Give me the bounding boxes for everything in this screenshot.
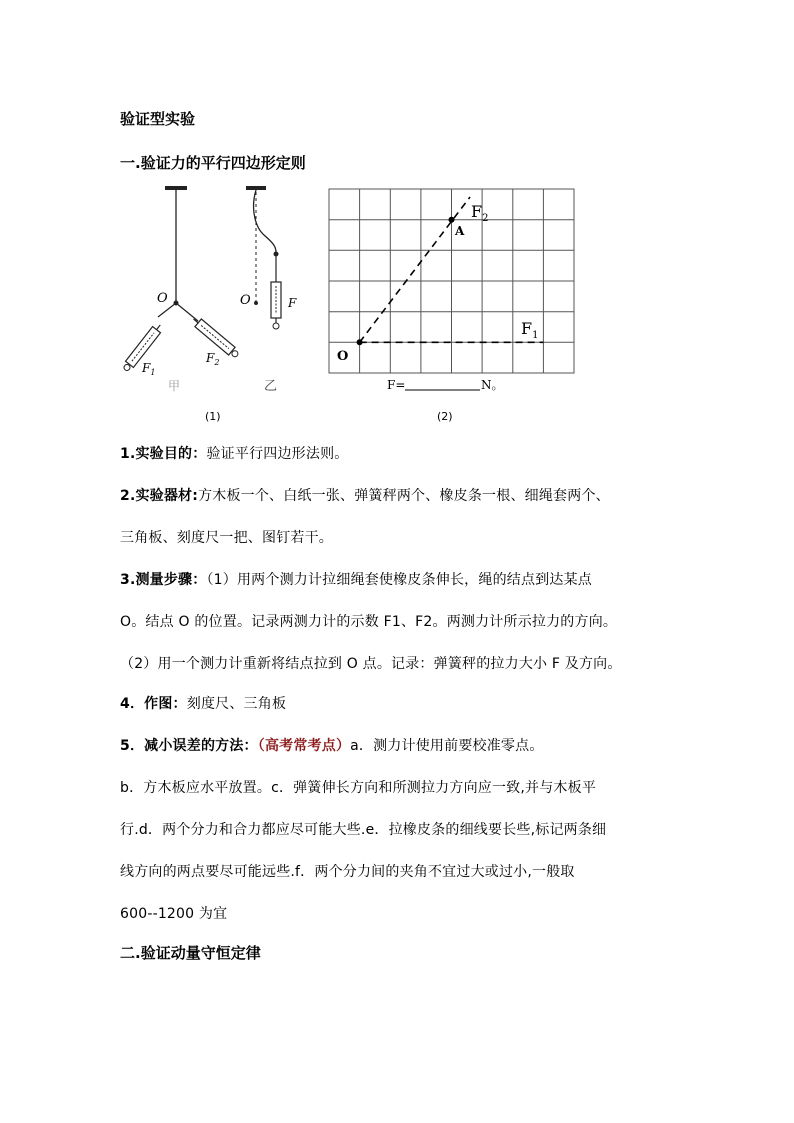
error-label: 5．减小误差的方法： bbox=[120, 738, 258, 754]
label-f2-grid: $F_2$ bbox=[471, 202, 489, 224]
origin-point bbox=[357, 339, 363, 345]
figure-1-apparatus bbox=[110, 180, 310, 395]
paragraph-purpose bbox=[120, 443, 348, 463]
error-line-2: b．方木板应水平放置。c．弹簧伸长方向和所测拉力方向应一致,并与木板平 bbox=[120, 780, 597, 796]
error-text: a．测力计使用前要校准零点。 bbox=[350, 738, 544, 754]
label-yi: 乙 bbox=[264, 379, 278, 394]
page-heading: 验证型实验 bbox=[120, 110, 196, 128]
section-title-momentum: 二.验证动量守恒定律 bbox=[120, 944, 261, 962]
figure-2-grid bbox=[325, 185, 580, 400]
point-o-yi bbox=[254, 301, 258, 305]
grid-lines bbox=[329, 189, 574, 373]
steps-line-2: O。结点 O 的位置。记录两测力计的示数 F1、F2。两测力计所示拉力的方向。 bbox=[120, 614, 618, 630]
error-line-5: 600--1200 为宜 bbox=[120, 906, 228, 922]
paragraph-drawing bbox=[120, 693, 286, 713]
paragraph-steps bbox=[120, 569, 592, 589]
equipment-text: 方木板一个、白纸一张、弹簧秤两个、橡皮条一根、细绳套两个、 bbox=[198, 488, 610, 504]
spring-scale-yi bbox=[271, 282, 281, 329]
equipment-line-2: 三角板、刻度尺一把、图钉若干。 bbox=[120, 530, 333, 546]
knot-point-yi bbox=[274, 252, 279, 257]
ceiling-mount-jia bbox=[165, 186, 187, 190]
purpose-text: 验证平行四边形法则。 bbox=[206, 446, 349, 462]
error-line-3: 行.d．两个分力和合力都应尽可能大些.e．拉橡皮条的细线要长些,标记两条细 bbox=[120, 822, 607, 838]
label-o-grid: O bbox=[337, 349, 349, 364]
rubber-band-yi bbox=[254, 190, 276, 252]
label-f1-grid: $F_1$ bbox=[521, 319, 539, 341]
steps-text: （1）用两个测力计拉细绳套使橡皮条伸长，绳的结点到达某点 bbox=[206, 572, 592, 588]
steps-line-3: （2）用一个测力计重新将结点拉到 O 点。记录：弹簧秤的拉力大小 F 及方向。 bbox=[120, 656, 622, 672]
exam-highlight: （高考常考点） bbox=[257, 738, 351, 754]
error-line-4: 线方向的两点要尽可能远些.f．两个分力间的夹角不宜过大或过小,一般取 bbox=[120, 864, 575, 880]
spring-scale-right bbox=[190, 315, 240, 359]
point-a bbox=[449, 217, 455, 223]
label-o-jia: O bbox=[157, 291, 168, 306]
purpose-label: 1.实验目的： bbox=[120, 446, 207, 462]
ceiling-mount-yi bbox=[246, 186, 266, 190]
label-a: A bbox=[455, 224, 465, 238]
answer-suffix: N。 bbox=[481, 378, 504, 392]
drawing-text: 刻度尺、三角板 bbox=[186, 696, 287, 712]
string-right bbox=[176, 303, 198, 321]
figure-2-caption: (2) bbox=[437, 410, 453, 423]
figure-1-caption: (1) bbox=[205, 410, 221, 423]
equipment-label: 2.实验器材: bbox=[120, 488, 199, 504]
label-f-yi: F bbox=[288, 296, 297, 310]
drawing-label: 4．作图： bbox=[120, 696, 187, 712]
label-f2: $F_2$ bbox=[206, 351, 220, 367]
section-title-parallelogram: 一.验证力的平行四边形定则 bbox=[120, 154, 306, 172]
paragraph-error-reduction bbox=[120, 735, 544, 755]
label-o-yi: O bbox=[240, 293, 251, 308]
label-jia: 甲 bbox=[168, 379, 181, 393]
paragraph-equipment bbox=[120, 485, 610, 505]
label-f1: $F_1$ bbox=[142, 361, 156, 377]
steps-label: 3.测量步骤： bbox=[120, 572, 207, 588]
answer-prefix: F= bbox=[387, 378, 406, 392]
